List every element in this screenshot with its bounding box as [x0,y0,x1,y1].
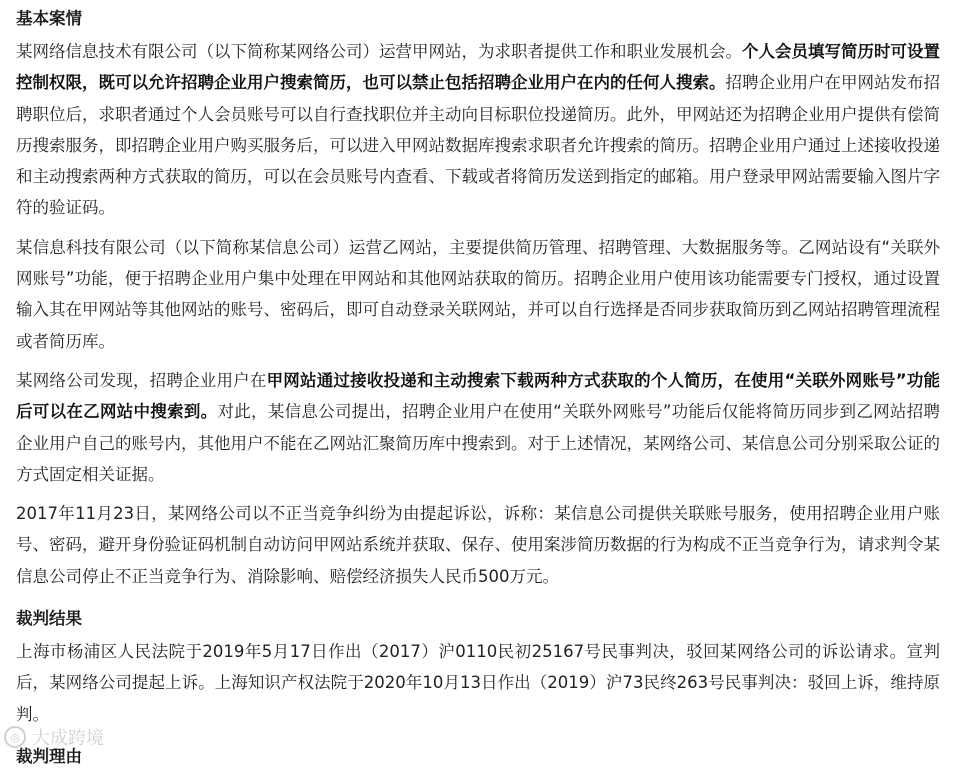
body-text: 某网络信息技术有限公司（以下简称某网络公司）运营甲网站，为求职者提供工作和职业发展机会。 [16,42,742,61]
reason-heading: 裁判理由 [16,746,82,766]
watermark-text: 大成跨境 [32,728,104,749]
body-text: 上海市杨浦区人民法院于2019年5月17日作出（2017）沪0110民初25167号民事判决，驳回某网络公司的诉讼请求。宣判后，某网络公司提起上诉。上海知识产权法院于2020年10月13日作出（2019）沪73民终263号民事判决：驳回上诉，维持原判。 [16,642,940,724]
facts-paragraph-1 [16,36,940,224]
facts-heading: 基本案情 [16,9,82,28]
body-text: 某信息科技有限公司（以下简称某信息公司）运营乙网站，主要提供简历管理、招聘管理、大数据服务等。乙网站设有“关联外网账号”功能，便于招聘企业用户集中处理在甲网站和其他网站获取的简历。招聘企业用户使用该功能需要专门授权，通过设置输入其在甲网站等其他网站的账号、密码后，即可自动登录关联网站，并可以自行选择是否同步获取简历到乙网站招聘管理流程或者简历库。 [16,237,940,351]
body-text: 招聘企业用户在甲网站发布招聘职位后，求职者通过个人会员账号可以自行查找职位并主动向目标职位投递简历。此外，甲网站还为招聘企业用户提供有偿简历搜索服务，即招聘企业用户购买服务后，可以进入甲网站数据库搜索求职者允许搜索的简历。招聘企业用户通过上述接收投递和主动搜索两种方式获取的简历，可以在会员账号内查看、下载或者将简历发送到指定的邮箱。用户登录甲网站需要输入图片字符的验证码。 [16,73,940,218]
watermark-logo-icon: ◎ [4,726,26,748]
result-heading: 裁判结果 [16,609,82,629]
facts-paragraph-4 [16,498,940,592]
facts-paragraph-2 [16,232,940,357]
emphasis-text: 个人会员填写简历时可设置控制权限，既可以允许招聘企业用户搜索简历，也可以禁止包括招聘企业用户在内的任何人搜索。 [16,42,940,93]
result-paragraph [16,636,940,730]
document-body [16,0,940,774]
facts-paragraph-3 [16,365,940,490]
body-text: 2017年11月23日，某网络公司以不正当竞争纠纷为由提起诉讼，诉称：某信息公司提供关联账号服务，使用招聘企业用户账号、密码，避开身份验证码机制自动访问甲网站系统并获取、保存、使用案涉简历数据的行为构成不正当竞争行为，请求判令某信息公司停止不正当竞争行为、消除影响、赔偿经济损失人民币500万元。 [16,504,940,586]
body-text: 对此，某信息公司提出，招聘企业用户在使用“关联外网账号”功能后仅能将简历同步到乙网站招聘企业用户自己的账号内，其他用户不能在乙网站汇聚简历库中搜索到。对于上述情况，某网络公司、某信息公司分别采取公证的方式固定相关证据。 [16,402,940,484]
body-text: 某网络公司发现，招聘企业用户在 [16,370,267,390]
emphasis-text: 甲网站通过接收投递和主动搜索下载两种方式获取的个人简历，在使用“关联外网账号”功能后可以在乙网站中搜索到。 [16,370,940,422]
watermark [4,724,104,750]
